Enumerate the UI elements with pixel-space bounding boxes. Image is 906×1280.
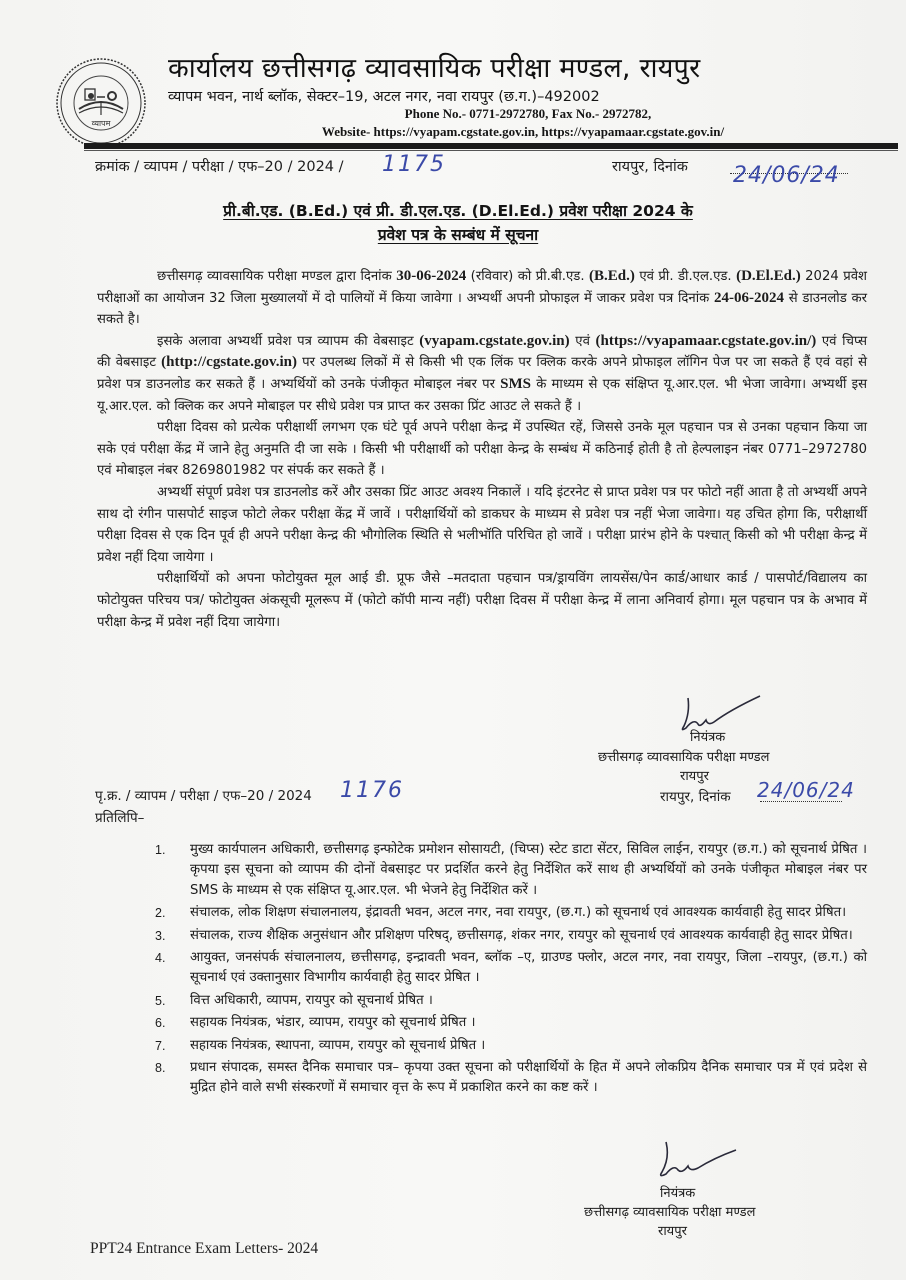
reference-number: क्रमांक / व्यापम / परीक्षा / एफ–20 / 2024 /	[95, 159, 344, 175]
copy-to-label: प्रतिलिपि–	[95, 810, 145, 826]
footer-caption: PPT24 Entrance Exam Letters- 2024	[90, 1240, 319, 1257]
list-item: 6. सहायक नियंत्रक, भंडार, व्यापम, रायपुर को सूचनार्थ प्रेषित ।	[155, 1015, 476, 1031]
link-vyapam[interactable]: (vyapam.cgstate.gov.in)	[419, 332, 570, 349]
date-handwritten: 24/06/24	[733, 163, 840, 188]
subject-line-1: प्री.बी.एड. (B.Ed.) एवं प्री. डी.एल.एड. (D.El.Ed.) प्रवेश परीक्षा 2024 के	[223, 202, 693, 220]
office-phone-fax: Phone No.- 0771-2972780, Fax No.- 2972782,	[404, 106, 652, 121]
paragraph-download-links: इसके अलावा अभ्यर्थी प्रवेश पत्र व्यापम की वेबसाइट (vyapam.cgstate.gov.in) एवं (https://vyapamaar.cgstate.gov.in/) एवं चिप्स की वेबसाइट (http://cgstate.gov.in) पर उपलब्ध लिकों में से किसी भी एक लिंक पर क्लिक करके अपने प्रोफाइल लॉगिन पेज पर जा सकते हैं एवं वहां से प्रवेश पत्र डाउनलोड कर सकते हैं । अभ्यर्थियों को उनके पंजीकृत मोबाइल नंबर पर SMS के माध्यम से एक संक्षिप्त यू.आर.एल. भी भेजा जावेगा। अभ्यर्थी इस यू.आर.एल. को क्लिक कर अपने मोबाइल पर सीधे प्रवेश पत्र प्राप्त कर उसका प्रिंट आउट ले सकते हैं ।	[97, 332, 868, 414]
copy-recipients-list	[155, 840, 867, 1101]
copy-date-handwritten: 24/06/24	[757, 778, 855, 802]
signatory-organization: छत्तीसगढ़ व्यावसायिक परीक्षा मण्डल	[598, 750, 770, 765]
notice-body	[97, 266, 867, 633]
list-item: 8. प्रधान संपादक, समस्त दैनिक समाचार पत्र– कृपया उक्त सूचना को परीक्षार्थियों के हित में अपने लोकप्रिय दैनिक समाचार पत्र में एवं प्रदेश से मुद्रित होने वाले सभी संस्करणों में समाचार वृत्त के रूप में प्रकाशित करने का कष्ट करें ।	[155, 1060, 867, 1096]
signatory-2-organization: छत्तीसगढ़ व्यावसायिक परीक्षा मण्डल	[584, 1205, 756, 1220]
link-vyapamaar[interactable]: (https://vyapamaar.cgstate.gov.in/)	[595, 332, 817, 349]
logo-caption: व्यापम	[91, 119, 111, 128]
place-date-label: रायपुर, दिनांक	[612, 159, 688, 175]
signatory-designation: नियंत्रक	[690, 730, 726, 745]
paragraph-exam-schedule: छत्तीसगढ़ व्यावसायिक परीक्षा मण्डल द्वारा दिनांक 30-06-2024 (रविवार) को प्री.बी.एड. (B.Ed.) एवं प्री. डी.एल.एड. (D.El.Ed.) 2024 प्रवेश परीक्षाओं का आयोजन 32 जिला मुख्यालयों में दो पालियों में किया जावेगा । अभ्यर्थी अपनी प्रोफाइल में जाकर प्रवेश पत्र दिनांक 24-06-2024 से डाउनलोड कर सकते है।	[97, 268, 867, 328]
copy-reference-handwritten: 1176	[340, 778, 404, 803]
paragraph-id-proof: परीक्षार्थियों को अपना फोटोयुक्त मूल आई डी. प्रूफ जैसे –मतदाता पहचान पत्र/ड्रायविंग लायसेंस/पेन कार्ड/आधार कार्ड / पासपोर्ट/विद्यालय का फोटोयुक्त परिचय पत्र/ फोटोयुक्त अंकसूची मूलरूप में (फोटो कॉपी मान्य नहीं) परीक्षा दिवस में परीक्षा केन्द्र में लाना अनिवार्य होगा। मूल पहचान पत्र के अभाव में परीक्षा केन्द्र में प्रवेश नहीं दिया जायेगा।	[97, 571, 867, 630]
office-website: Website- https://vyapam.cgstate.gov.in, https://vyapamaar.cgstate.gov.in/	[321, 124, 725, 139]
link-cgstate[interactable]: (http://cgstate.gov.in)	[161, 354, 297, 371]
list-item: 5. वित्त अधिकारी, व्यापम, रायपुर को सूचनार्थ प्रेषित ।	[155, 992, 433, 1008]
list-item: 1. मुख्य कार्यपालन अधिकारी, छत्तीसगढ़ इन्फोटेक प्रमोशन सोसायटी, (चिप्स) स्टेट डाटा सेंटर, सिविल लाईन, रायपुर (छ.ग.) को सूचनार्थ प्रेषित । कृपया इस सूचना को व्यापम की दोनों वेबसाइट पर प्रदर्शित करने हेतु निर्देशित करें साथ ही अभ्यर्थियों को उनके पंजीकृत मोबाइल नंबर पर SMS के माध्यम से एक संक्षिप्त यू.आर.एल. भी भेजने हेतु निर्देशित करें ।	[155, 842, 867, 898]
controller-signature-2-icon	[640, 1138, 740, 1183]
signatory-2-city: रायपुर	[658, 1224, 687, 1239]
list-item: 4. आयुक्त, जनसंपर्क संचालनालय, छत्तीसगढ़, इन्द्रावती भवन, ब्लॉक –ए, ग्राउण्ड फ्लोर, अटल नगर, नवा रायपुर, जिला –रायपुर, (छ.ग.) को सूचनार्थ एवं उक्तानुसार विभागीय कार्यवाही हेतु सादर प्रेषित ।	[155, 950, 867, 986]
list-item: 2. संचालक, लोक शिक्षण संचालनालय, इंद्रावती भवन, अटल नगर, नवा रायपुर, (छ.ग.) को सूचनार्थ एवं आवश्यक कार्यवाही हेतु सादर प्रेषित।	[155, 905, 847, 921]
copy-place-date-label: रायपुर, दिनांक	[660, 789, 731, 805]
copy-reference-number: पृ.क्र. / व्यापम / परीक्षा / एफ–20 / 2024	[95, 788, 312, 804]
header-divider	[84, 143, 898, 149]
subject-line-2: प्रवेश पत्र के सम्बंध में सूचना	[377, 226, 539, 244]
paragraph-reporting-time: परीक्षा दिवस को प्रत्येक परीक्षार्थी लगभग एक घंटे पूर्व अपने परीक्षा केन्द्र में उपस्थित रहें, जिससे उनके मूल पहचान पत्र से उनका पहचान किया जा सके एवं परीक्षा केंद्र में जाने हेतु अनुमति दी जा सके । किसी भी परीक्षार्थी को परीक्षा केन्द्र के सम्बंध में कठिनाई होती है तो हेल्पलाइन नंबर 0771–2972780 एवं मोबाइल नंबर 8269801982 पर संपर्क कर सकते हैं ।	[97, 420, 867, 479]
office-title: कार्यालय छत्तीसगढ़ व्यावसायिक परीक्षा मण्डल, रायपुर	[168, 53, 701, 84]
signatory-city: रायपुर	[680, 769, 709, 784]
list-item: 3. संचालक, राज्य शैक्षिक अनुसंधान और प्रशिक्षण परिषद्, छत्तीसगढ़, शंकर नगर, रायपुर को सूचनार्थ एवं आवश्यक कार्यवाही हेतु सादर प्रेषित।	[155, 927, 853, 943]
reference-number-handwritten: 1175	[382, 152, 446, 177]
paragraph-print-admit-card: अभ्यर्थी संपूर्ण प्रवेश पत्र डाउनलोड करें और उसका प्रिंट आउट अवश्य निकालें । यदि इंटरनेट से प्राप्त प्रवेश पत्र पर फोटो नहीं आता है तो अभ्यर्थी अपने साथ दो रंगीन पासपोर्ट साइज फोटो लेकर परीक्षा केंद्र में जावें । परीक्षार्थियों को डाकघर के माध्यम से प्रवेश पत्र नहीं भेजा जावेगा। यह उचित होगा कि, परीक्षार्थी परीक्षा दिवस से एक दिन पूर्व ही अपने परीक्षा केन्द्र की भौगोलिक स्थिति से भलीभॉति परिचित हो जावें । परीक्षा प्रारंभ होने के पश्चात् किसी को भी परीक्षा केन्द्र में प्रवेश नहीं दिया जायेगा ।	[97, 484, 867, 565]
office-address: व्यापम भवन, नार्थ ब्लॉक, सेक्टर–19, अटल नगर, नवा रायपुर (छ.ग.)–492002	[168, 89, 600, 105]
header-divider-thin	[84, 150, 898, 151]
list-item: 7. सहायक नियंत्रक, स्थापना, व्यापम, रायपुर को सूचनार्थ प्रेषित ।	[155, 1037, 486, 1053]
signatory-2-designation: नियंत्रक	[660, 1186, 696, 1201]
